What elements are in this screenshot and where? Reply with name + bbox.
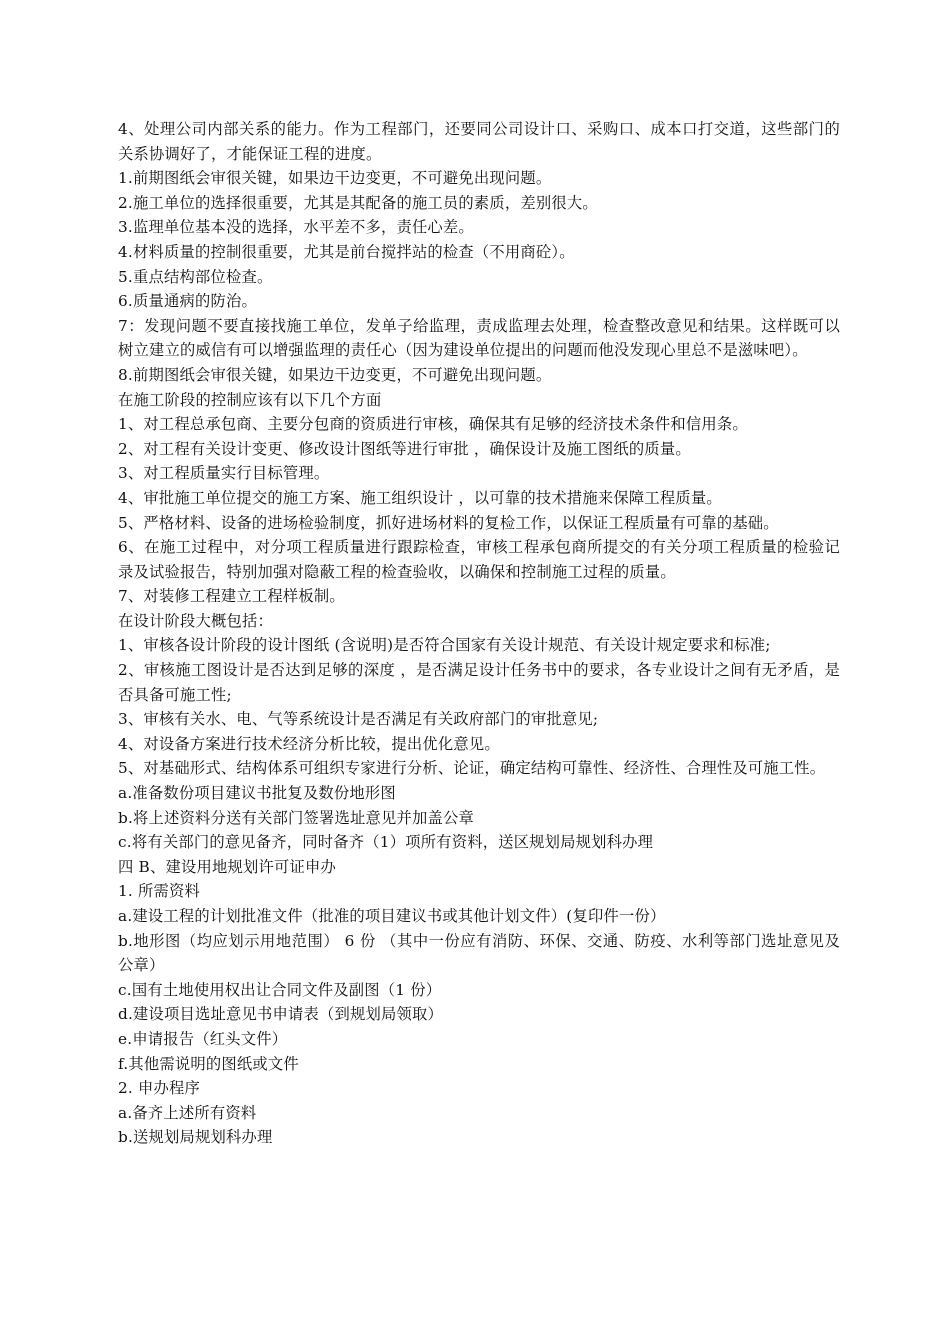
paragraph-29: a.建设工程的计划批准文件（批准的项目建议书或其他计划文件）(复印件一份） [118, 907, 666, 925]
subsection-heading-materials: 1. 所需资料 [118, 882, 201, 901]
paragraph-16: 6、在施工过程中，对分项工程质量进行跟踪检查，审核工程承包商所提交的有关分项工程质量的检验记录及试验报告，特别加强对隐蔽工程的检查验收，以确保和控制施工过程的质量。 [118, 538, 840, 581]
paragraph-4: 3.监理单位基本没的选择，水平差不多，责任心差。 [118, 218, 474, 237]
paragraph-2: 1.前期图纸会审很关键，如果边干边变更，不可避免出现问题。 [118, 169, 552, 188]
paragraph-22: 4、对设备方案进行技术经济分析比较，提出优化意见。 [118, 734, 500, 753]
paragraph-7: 6.质量通病的防治。 [118, 292, 257, 311]
paragraph-34: f.其他需说明的图纸或文件 [118, 1054, 299, 1073]
paragraph-5: 4.材料质量的控制很重要，尤其是前台搅拌站的检查（不用商砼）。 [118, 242, 575, 261]
paragraph-15: 5、严格材料、设备的进场检验制度，抓好进场材料的复检工作，以保证工程质量有可靠的基础。 [118, 513, 779, 532]
paragraph-33: e.申请报告（红头文件） [118, 1029, 288, 1048]
subsection-heading-procedure: 2. 申办程序 [118, 1079, 201, 1098]
paragraph-23: 5、对基础形式、结构体系可组织专家进行分析、论证，确定结构可靠性、经济性、合理性及可施工性。 [118, 759, 826, 778]
paragraph-32: d.建设项目选址意见书申请表（到规划局领取） [118, 1005, 443, 1024]
paragraph-19: 1、审核各设计阶段的设计图纸 (含说明)是否符合国家有关设计规范、有关设计规定要求和标准; [118, 636, 771, 655]
paragraph-3: 2.施工单位的选择很重要，尤其是其配备的施工员的素质，差别很大。 [118, 193, 598, 212]
paragraph-11: 1、对工程总承包商、主要分包商的资质进行审核，确保其有足够的经济技术条件和信用条。 [118, 415, 748, 434]
section-heading-land-permit: 四 B、建设用地规划许可证申办 [118, 857, 336, 876]
paragraph-13: 3、对工程质量实行目标管理。 [118, 464, 330, 483]
document-body [118, 117, 840, 1150]
paragraph-30: b.地形图（均应划示用地范围） 6 份 （其中一份应有消防、环保、交通、防疫、水利等部门选址意见及公章） [118, 931, 840, 975]
paragraph-36: a.备齐上述所有资料 [118, 1103, 257, 1122]
paragraph-31: c.国有土地使用权出让合同文件及副图（1 份） [118, 980, 442, 999]
paragraph-24: a.准备数份项目建议书批复及数份地形图 [118, 784, 396, 803]
paragraph-37: b.送规划局规划科办理 [118, 1128, 273, 1147]
paragraph-12: 2、对工程有关设计变更、修改设计图纸等进行审批 ，确保设计及施工图纸的质量。 [118, 439, 691, 458]
paragraph-26: c.将有关部门的意见备齐，同时备齐（1）项所有资料，送区规划局规划科办理 [118, 833, 654, 852]
paragraph-25: b.将上述资料分送有关部门签署选址意见并加盖公章 [118, 808, 474, 827]
paragraph-14: 4、审批施工单位提交的施工方案、施工组织设计 ，以可靠的技术措施来保障工程质量。 [118, 488, 722, 507]
section-heading-design: 在设计阶段大概包括： [118, 611, 273, 630]
paragraph-17: 7、对装修工程建立工程样板制。 [118, 587, 345, 606]
paragraph-20: 2、审核施工图设计是否达到足够的深度 ，是否满足设计任务书中的要求，各专业设计之间有无矛盾，是否具备可施工性; [118, 661, 840, 704]
paragraph-6: 5.重点结构部位检查。 [118, 267, 273, 286]
paragraph-8: 7：发现问题不要直接找施工单位，发单子给监理，责成监理去处理，检查整改意见和结果。这样既可以树立建立的威信有可以增强监理的责任心（因为建设单位提出的问题而他没发现心里总不是滋味吧）。 [118, 316, 840, 360]
section-heading-construction: 在施工阶段的控制应该有以下几个方面 [118, 390, 382, 409]
paragraph-1: 4、处理公司内部关系的能力。作为工程部门，还要同公司设计口、采购口、成本口打交道，这些部门的关系协调好了，才能保证工程的进度。 [118, 120, 840, 163]
paragraph-21: 3、审核有关水、电、气等系统设计是否满足有关政府部门的审批意见; [118, 710, 599, 729]
paragraph-9: 8.前期图纸会审很关键，如果边干边变更，不可避免出现问题。 [118, 365, 552, 384]
